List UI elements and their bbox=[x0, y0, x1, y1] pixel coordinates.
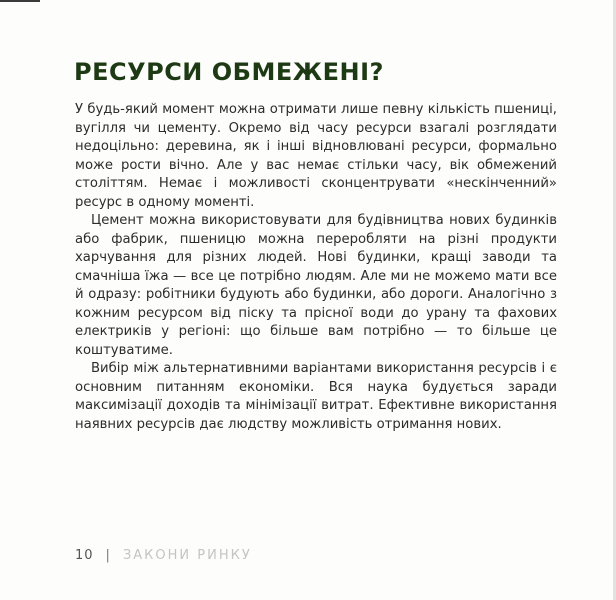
page-number: 10 bbox=[75, 548, 94, 563]
top-edge-mark bbox=[0, 0, 40, 2]
footer-separator: | bbox=[105, 548, 111, 563]
paragraph: Вибір між альтернативними варіантами використання ресурсів і є основним питанням економіки. Вся наука будується заради максимізації доходів та мінімізації витрат. Ефективне використання наявних ресурсів дає людству можливість отримання нових. bbox=[75, 361, 557, 432]
body-text bbox=[75, 101, 557, 434]
section-title: ЗАКОНИ РИНКУ bbox=[122, 548, 252, 563]
paragraph: Цемент можна використовувати для будівництва нових будинків або фабрик, пшеницю можна переробляти на різні продукти харчування для різних людей. Нові будинки, кращі заводи та смачніша їжа — все це потрібно людям. Але ми не можемо мати все й одразу: робітники будують або будинки, або дороги. Аналогічно з кожним ресурсом від піску та прісної води до урану та фахових електриків у регіоні: що більше вам потрібно — то більше це коштуватиме. bbox=[75, 213, 557, 358]
page-heading: РЕСУРСИ ОБМЕЖЕНІ? bbox=[74, 58, 384, 86]
paragraph: У будь-який момент можна отримати лише певну кількість пшениці, вугілля чи цементу. Окремо від часу ресурси взагалі розглядати недоцільно: деревина, як і інші відновлювані ресурси, формально може рости вічно. Але у вас немає стільки часу, вік обмежений століттям. Немає і можливості сконцентрувати «нескінченний» ресурс в одному моменті. bbox=[75, 102, 557, 210]
page-footer bbox=[75, 548, 252, 563]
